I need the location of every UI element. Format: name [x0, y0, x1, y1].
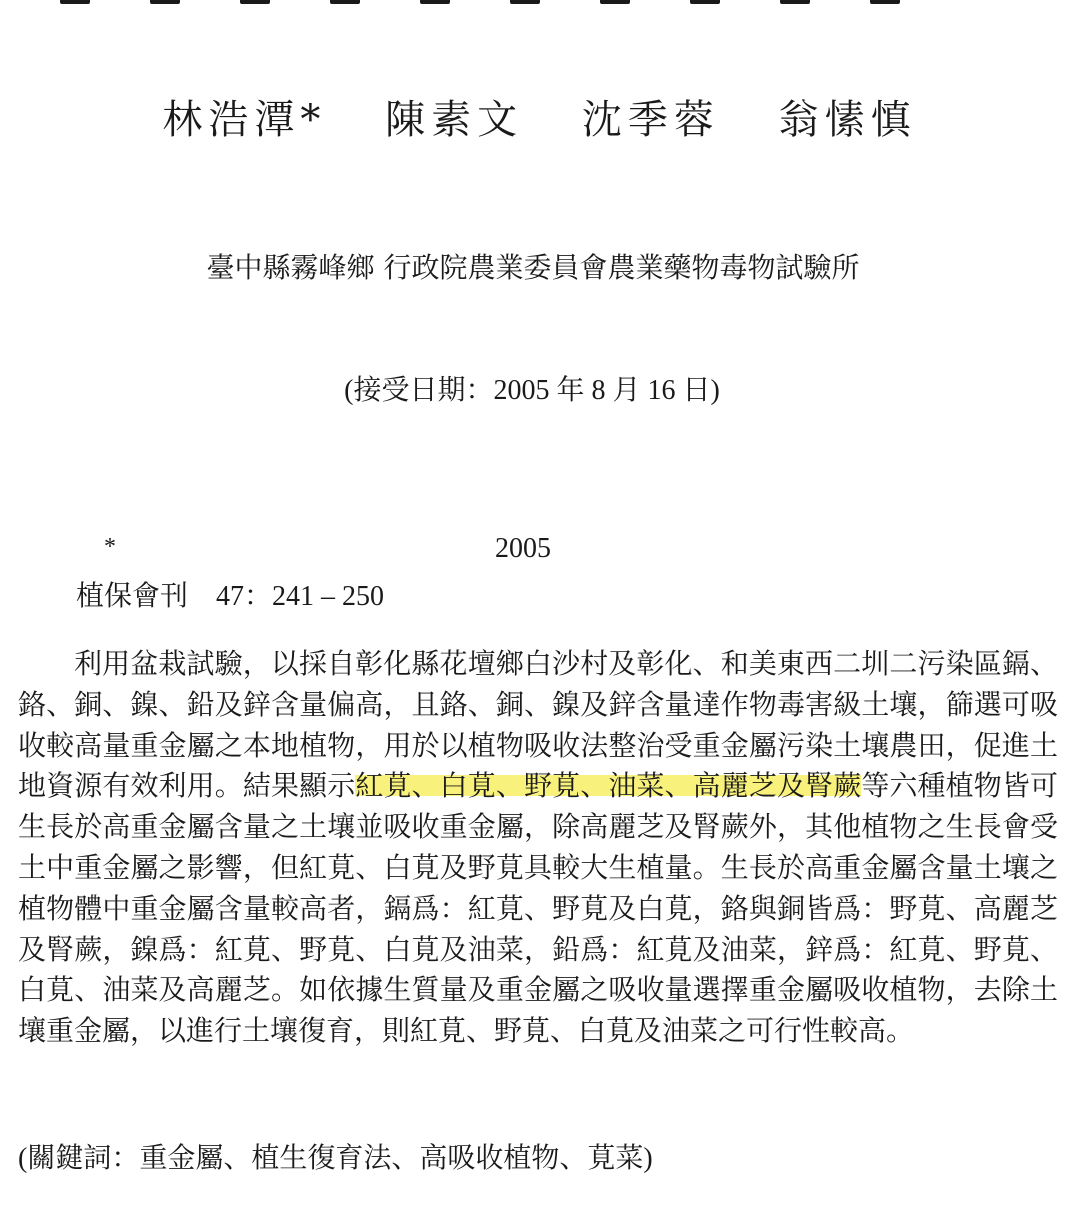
publication-year: 2005 — [495, 533, 551, 564]
author-list — [0, 88, 1079, 145]
journal-pages: 47：241 – 250 — [216, 581, 385, 612]
author-name: 沈季蓉 — [581, 97, 720, 143]
author-name: 林浩潭* — [162, 97, 327, 143]
affiliation: 臺中縣霧峰鄉 行政院農業委員會農業藥物毒物試驗所 — [206, 251, 860, 284]
highlighted-text: 紅莧、白莧、野莧、油菜、高麗芝及腎蕨 — [355, 769, 862, 803]
keywords: (關鍵詞：重金屬、植生復育法、高吸收植物、莧菜) — [18, 1143, 653, 1174]
author-name: 陳素文 — [385, 97, 524, 143]
cropped-title-fragment — [60, 0, 1020, 8]
abstract-paragraph — [18, 644, 1058, 1052]
received-date: (接受日期：2005 年 8 月 16 日) — [344, 375, 720, 406]
author-name: 翁愫慎 — [778, 97, 917, 143]
journal-name: 植保會刊 — [76, 581, 189, 612]
abstract-text: 利用盆栽試驗，以採自彰化縣花壇鄉白沙村及彰化、和美東西二圳二污染區鎘、鉻、銅、鎳、鉛及鋅含量偏高，且鉻、銅、鎳及鋅含量達作物毒害級土壤，篩選可吸收較高量重金屬之本地植物，用於以植物吸收法整治受重金屬污染土壤農田，促進土地資源有效利用。結果顯示 — [18, 647, 1058, 803]
abstract-text: 等六種植物皆可生長於高重金屬含量之土壤並吸收重金屬，除高麗芝及腎蕨外，其他植物之生長會受土中重金屬之影響，但紅莧、白莧及野莧具較大生植量。生長於高重金屬含量土壤之植物體中重金屬含量較高者，鎘爲：紅莧、野莧及白莧，鉻與銅皆爲：野莧、高麗芝及腎蕨，鎳爲：紅莧、野莧、白莧及油菜，鉛爲：紅莧及油菜，鋅爲：紅莧、野莧、白莧、油菜及高麗芝。如依據生質量及重金屬之吸收量選擇重金屬吸收植物，去除土壤重金屬，以進行土壤復育，則紅莧、野莧、白莧及油菜之可行性較高。 — [18, 769, 1058, 1048]
footnote-star: * — [104, 534, 116, 560]
journal-citation — [76, 574, 384, 614]
